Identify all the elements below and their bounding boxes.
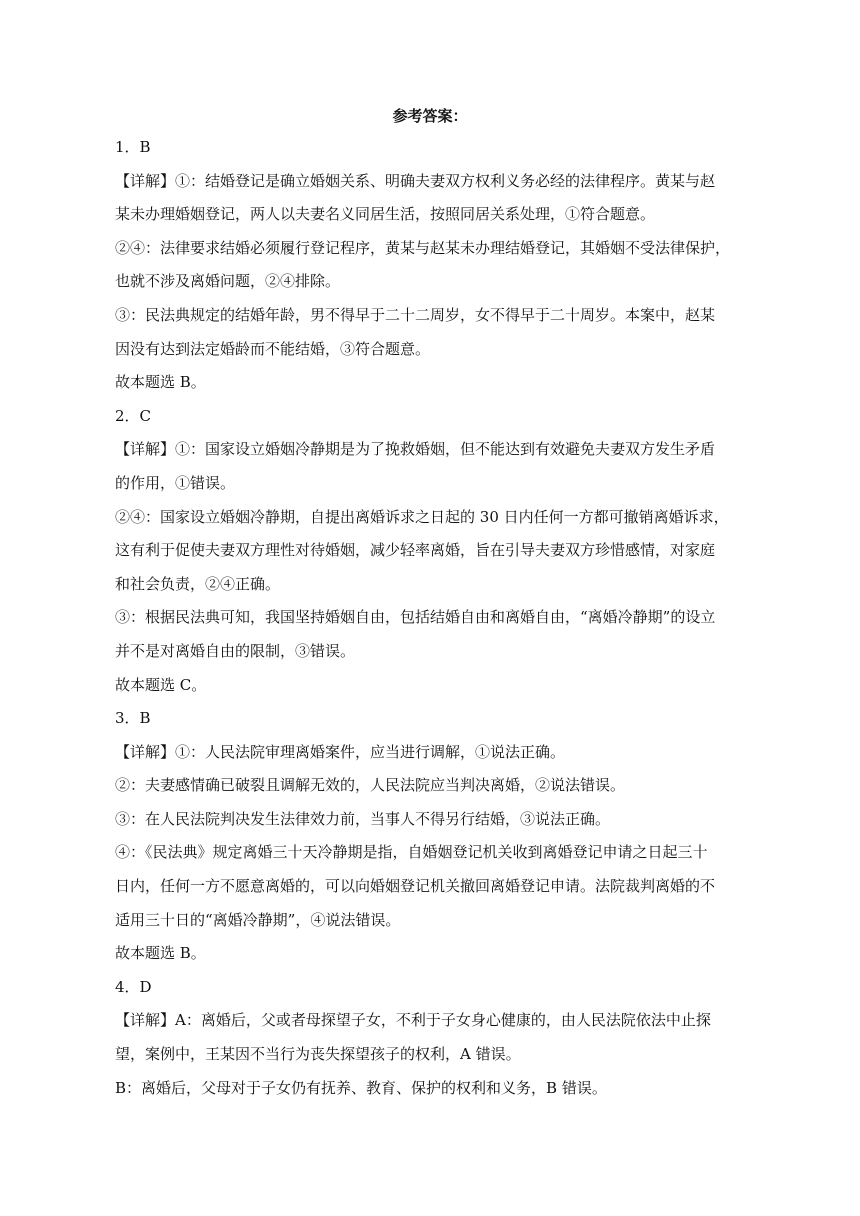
text-line: 和社会负责，②④正确。	[115, 574, 281, 593]
text-line: ③：在人民法院判决发生法律效力前，当事人不得另行结婚，③说法正确。	[115, 809, 611, 828]
text-line: ②④：国家设立婚姻冷静期，自提出离婚诉求之日起的 30 日内任何一方都可撤销离婚诉求，	[115, 507, 729, 526]
text-line: 【详解】A：离婚后，父或者母探望子女，不利于子女身心健康的，由人民法院依法中止探	[115, 1011, 711, 1030]
text-line: 故本题选 B。	[115, 373, 206, 392]
text-line: 日内，任何一方不愿意离婚的，可以向婚姻登记机关撤回离婚登记申请。法院裁判离婚的不	[115, 877, 716, 896]
text-line: 也就不涉及离婚问题，②④排除。	[115, 272, 341, 291]
text-line: 1．B	[115, 138, 151, 156]
text-line: ②：夫妻感情确已破裂且调解无效的，人民法院应当判决离婚，②说法错误。	[115, 776, 626, 795]
text-line: 适用三十日的“离婚冷静期”，④说法错误。	[115, 910, 401, 929]
text-line: 【详解】①：国家设立婚姻冷静期是为了挽救婚姻，但不能达到有效避免夫妻双方发生矛盾	[115, 440, 716, 459]
text-line: 故本题选 C。	[115, 675, 207, 694]
text-line: B：离婚后，父母对于子女仍有抚养、教育、保护的权利和义务，B 错误。	[115, 1078, 607, 1097]
text-line: 并不是对离婚自由的限制，③错误。	[115, 641, 356, 660]
text-line: 这有利于促使夫妻双方理性对待婚姻，减少轻率离婚，旨在引导夫妻双方珍惜感情，对家庭	[115, 541, 716, 560]
text-line: 因没有达到法定婚龄而不能结婚，③符合题意。	[115, 339, 431, 358]
text-line: ②④：法律要求结婚必须履行登记程序，黄某与赵某未办理结婚登记，其婚姻不受法律保护，	[115, 238, 731, 257]
text-line: 2．C	[115, 406, 152, 425]
text-line: ③：根据民法典可知，我国坚持婚姻自由，包括结婚自由和离婚自由，“离婚冷静期”的设立	[115, 608, 716, 627]
text-line: 3．B	[115, 709, 151, 728]
text-line: 【详解】①：结婚登记是确立婚姻关系、明确夫妻双方权利义务必经的法律程序。黄某与赵	[115, 171, 716, 190]
text-line: 望，案例中，王某因不当行为丧失探望孩子的权利，A 错误。	[115, 1045, 521, 1064]
text-line: 某未办理婚姻登记，两人以夫妻名义同居生活，按照同居关系处理，①符合题意。	[115, 205, 656, 224]
text-line: ④：《民法典》规定离婚三十天冷静期是指，自婚姻登记机关收到离婚登记申请之日起三十	[115, 843, 708, 862]
text-line: ③：民法典规定的结婚年龄，男不得早于二十二周岁，女不得早于二十周岁。本案中，赵某	[115, 305, 716, 324]
text-line: 的作用，①错误。	[115, 473, 236, 492]
text-line: 故本题选 B。	[115, 944, 206, 963]
text-line: 【详解】①：人民法院审理离婚案件，应当进行调解，①说法正确。	[115, 742, 566, 761]
answer-body	[115, 131, 745, 1105]
page-title: 参考答案：	[392, 107, 468, 125]
text-line: 4．D	[115, 977, 152, 996]
